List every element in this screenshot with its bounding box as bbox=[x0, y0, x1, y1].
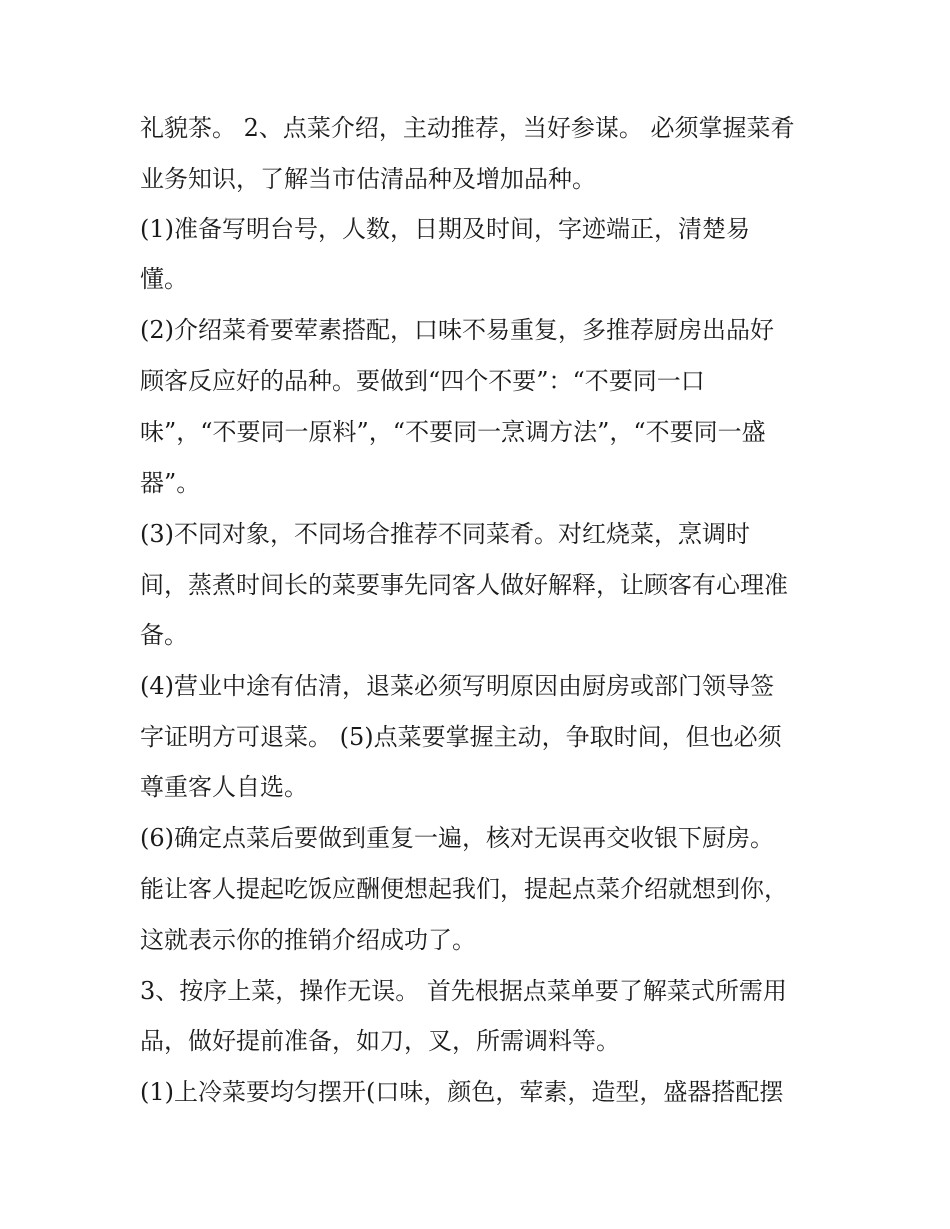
text-line: (1)上冷菜要均匀摆开(口味，颜色，荤素，造型，盛器搭配摆 bbox=[140, 1078, 784, 1106]
text-line: 这就表示你的推销介绍成功了。 bbox=[140, 926, 476, 954]
text-line: 味”，“不要同一原料”，“不要同一烹调方法”，“不要同一盛 bbox=[140, 418, 766, 446]
text-line: (4)营业中途有估清，退菜必须写明原因由厨房或部门领导签 bbox=[140, 672, 774, 700]
text-line: 器”。 bbox=[140, 469, 201, 497]
text-line: 业务知识，了解当市估清品种及增加品种。 bbox=[140, 165, 596, 193]
text-line: 字证明方可退菜。 (5)点菜要掌握主动，争取时间，但也必须 bbox=[140, 723, 782, 751]
text-line: 懂。 bbox=[140, 265, 188, 293]
text-line: 能让客人提起吃饭应酬便想起我们，提起点菜介绍就想到你， bbox=[140, 875, 788, 903]
text-line: (3)不同对象，不同场合推荐不同菜肴。对红烧菜，烹调时 bbox=[140, 520, 750, 548]
text-line: 品，做好提前准备，如刀，叉，所需调料等。 bbox=[140, 1027, 620, 1055]
text-line: 间，蒸煮时间长的菜要事先同客人做好解释，让顾客有心理准 bbox=[140, 571, 788, 599]
text-line: (1)准备写明台号，人数，日期及时间，字迹端正，清楚易 bbox=[140, 215, 750, 243]
text-line: 顾客反应好的品种。要做到“四个不要”：“不要同一口 bbox=[140, 367, 705, 395]
text-line: (2)介绍菜肴要荤素搭配，口味不易重复，多推荐厨房出品好 bbox=[140, 316, 774, 344]
text-line: 3、按序上菜，操作无误。 首先根据点菜单要了解菜式所需用 bbox=[140, 977, 787, 1005]
text-line: 尊重客人自选。 bbox=[140, 773, 308, 801]
text-line: 备。 bbox=[140, 621, 188, 649]
text-line: (6)确定点菜后要做到重复一遍，核对无误再交收银下厨房。 bbox=[140, 824, 774, 852]
text-line: 礼貌茶。 2、点菜介绍，主动推荐，当好参谋。 必须掌握菜肴 bbox=[140, 114, 795, 142]
